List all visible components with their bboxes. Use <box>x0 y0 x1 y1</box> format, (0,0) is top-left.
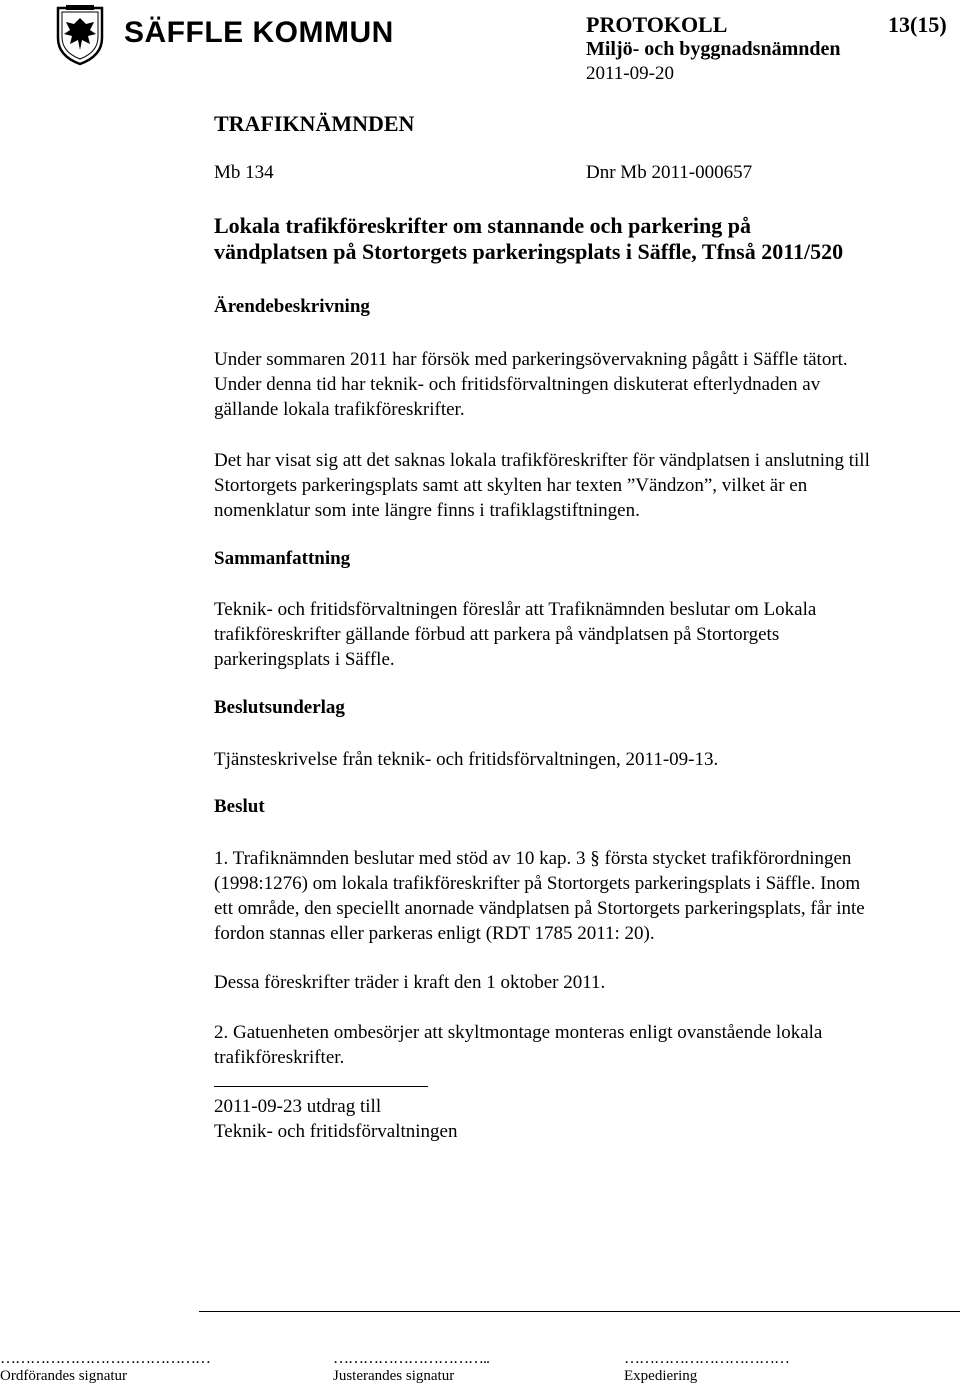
board-name: Miljö- och byggnadsnämnden <box>586 38 841 60</box>
text-line: parkeringsplats i Säffle. <box>214 649 395 670</box>
text-line: Under denna tid har teknik- och fritidsförvaltningen diskuterat efterlydnaden av <box>214 374 821 395</box>
decision-item-2 <box>214 1020 822 1070</box>
document-type: PROTOKOLL <box>586 12 728 37</box>
text-line: Under sommaren 2011 har försök med parkeringsövervakning pågått i Säffle tätort. <box>214 349 848 370</box>
text-line: Tjänsteskrivelse från teknik- och fritidsförvaltningen, 2011-09-13. <box>214 749 719 770</box>
adjuster-signature-label: Justerandes signatur <box>333 1368 455 1384</box>
chair-signature-label: Ordförandes signatur <box>0 1368 128 1384</box>
text-line: Stortorgets parkeringsplats samt att skylten har texten ”Vändzon”, vilket är en <box>214 475 808 496</box>
registration-number: Dnr Mb 2011-000657 <box>586 162 753 183</box>
text-line: Dessa föreskrifter träder i kraft den 1 oktober 2011. <box>214 972 606 993</box>
text-line: gällande lokala trafikföreskrifter. <box>214 399 465 420</box>
text-line: ett område, den speciellt anornade vändplatsen på Stortorgets parkeringsplats, får inte <box>214 898 865 919</box>
text-line: 2011-09-23 utdrag till <box>214 1096 382 1117</box>
text-line: trafikföreskrifter. <box>214 1047 345 1068</box>
signature-dots-expedition: …………………………… <box>624 1350 789 1367</box>
paragraph-number: Mb 134 <box>214 162 274 183</box>
text-line: fordon stannas eller parkeras enligt (RDT 1785 2011: 20). <box>214 923 655 944</box>
text-line: 2. Gatuenheten ombesörjer att skyltmontage monteras enligt ovanstående lokala <box>214 1022 823 1043</box>
text-line: 1. Trafiknämnden beslutar med stöd av 10 kap. 3 § första stycket trafikförordningen <box>214 848 852 869</box>
text-line: Det har visat sig att det saknas lokala trafikföreskrifter för vändplatsen i anslutning till <box>214 450 870 471</box>
paragraph-arendebeskrivning-2 <box>214 448 870 523</box>
paragraph-arendebeskrivning-1 <box>214 347 848 422</box>
signature-dots-adjuster: ………………………….. <box>333 1350 489 1367</box>
page-number: 13(15) <box>888 12 947 37</box>
paragraph-beslutsunderlag <box>214 747 718 772</box>
text-line: trafikföreskrifter gällande förbud att parkera på vändplatsen på Stortorgets <box>214 624 780 645</box>
text-line: nomenklatur som inte längre finns i trafiklagstiftningen. <box>214 500 640 521</box>
case-title <box>214 213 843 265</box>
decision-item-1 <box>214 846 865 946</box>
municipality-name: SÄFFLE KOMMUN <box>124 16 394 49</box>
text-line: (1998:1276) om lokala trafikföreskrifter på Stortorgets parkeringsplats i Säffle. Inom <box>214 873 861 894</box>
text-line: Teknik- och fritidsförvaltningen <box>214 1121 458 1142</box>
separator-line <box>214 1086 428 1087</box>
meeting-date: 2011-09-20 <box>586 63 674 84</box>
case-title-line: vändplatsen på Stortorgets parkeringsplats i Säffle, Tfnså 2011/520 <box>214 239 844 264</box>
heading-beslutsunderlag: Beslutsunderlag <box>214 697 345 718</box>
expedition-label: Expediering <box>624 1368 698 1384</box>
section-title: TRAFIKNÄMNDEN <box>214 111 415 136</box>
heading-sammanfattning: Sammanfattning <box>214 548 351 569</box>
signature-dots-chair: …………………………………… <box>0 1350 210 1367</box>
heading-arendebeskrivning: Ärendebeskrivning <box>214 296 370 317</box>
text-line: Teknik- och fritidsförvaltningen föreslår att Trafiknämnden beslutar om Lokala <box>214 599 817 620</box>
paragraph-sammanfattning <box>214 597 816 672</box>
decision-note <box>214 970 605 995</box>
footer-rule <box>199 1311 960 1312</box>
distribution-note <box>214 1094 458 1144</box>
heading-beslut: Beslut <box>214 796 265 817</box>
municipal-crest-icon <box>52 4 108 66</box>
case-title-line: Lokala trafikföreskrifter om stannande och parkering på <box>214 213 751 238</box>
